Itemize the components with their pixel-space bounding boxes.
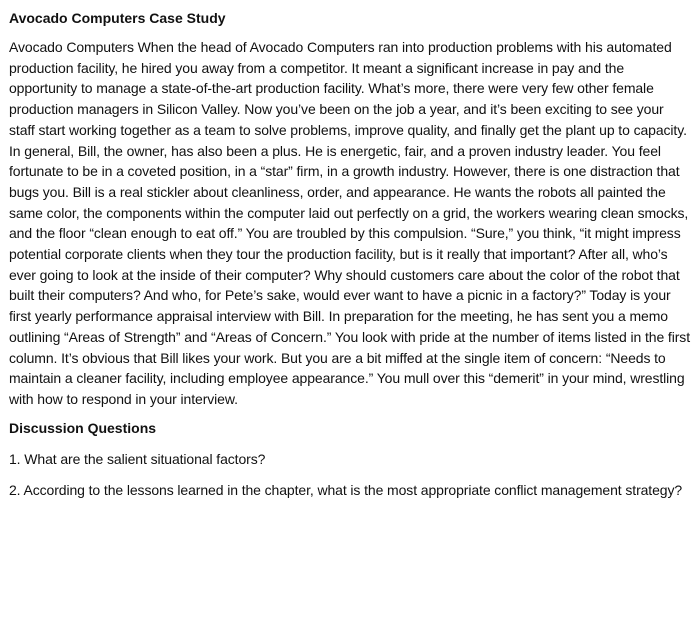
discussion-questions-heading: Discussion Questions xyxy=(9,419,157,436)
case-study-body: Avocado Computers When the head of Avocado Computers ran into production problems with his automated production facility, he hired you away from a competitor. It meant a significant increase in pay and the opportunity to manage a state-of-the-art production facility. What’s more, there were very few other female production managers in Silicon Valley. Now you’ve been on the job a year, and it’s been exciting to see your staff start working together as a team to solve problems, improve quality, and finally get the plant up to capacity. In general, Bill, the owner, has also been a plus. He is energetic, fair, and a proven industry leader. You feel fortunate to be in a coveted position, in a “star” firm, in a growth industry. However, there is one distraction that bugs you. Bill is a real stickler about cleanliness, order, and appearance. He wants the robots all painted the same color, the components within the computer laid out perfectly on a grid, the workers wearing clean smocks, and the floor “clean enough to eat off.” You are troubled by this compulsion. “Sure,” you think, “it might impress potential corporate clients when they tour the production facility, but is it really that important? After all, who’s ever going to look at the inside of their computer? Why should customers care about the color of the robot that built their computers? And who, for Pete’s sake, would ever want to have a picnic in a factory?” Today is your first yearly performance appraisal interview with Bill. In preparation for the meeting, he has sent you a memo outlining “Areas of Strength” and “Areas of Concern.” You look with pride at the number of items listed in the first column. It’s obvious that Bill likes your work. But you are a bit miffed at the single item of concern: “Needs to maintain a cleaner facility, including employee appearance.” You mull over this “demerit” in your mind, wrestling with how to respond in your interview. xyxy=(9,39,690,407)
question-1: 1. What are the salient situational factors? xyxy=(9,450,266,467)
case-study-title: Avocado Computers Case Study xyxy=(9,10,226,26)
question-2: 2. According to the lessons learned in the chapter, what is the most appropriate conflict management strategy? xyxy=(9,482,683,499)
